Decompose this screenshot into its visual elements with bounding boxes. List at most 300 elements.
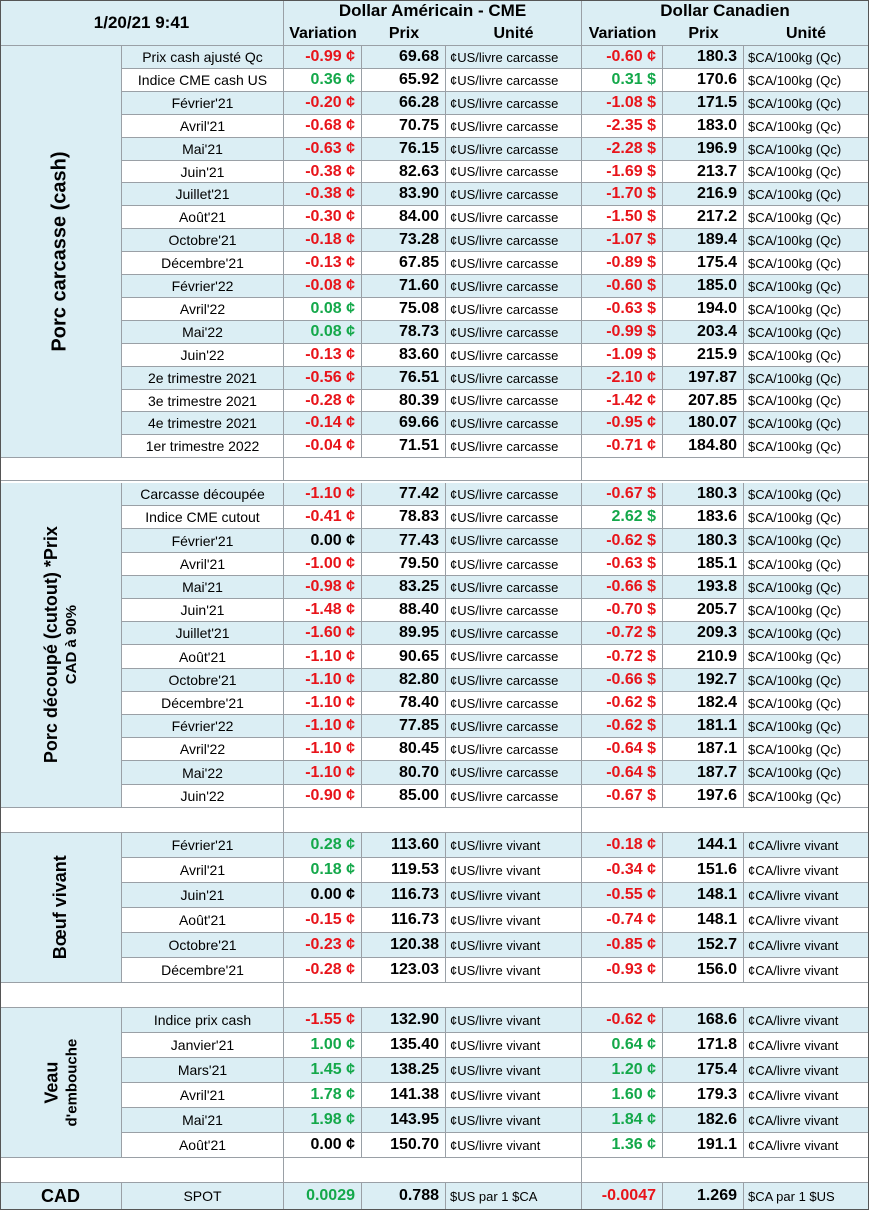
cad-unit: $CA/100kg (Qc) bbox=[744, 506, 869, 529]
usd-price: 120.38 bbox=[362, 933, 446, 958]
cad-variation: -0.99 $ bbox=[582, 321, 663, 344]
usd-price: 135.40 bbox=[362, 1033, 446, 1058]
table-row-label: Juin'22 bbox=[122, 344, 284, 367]
cad-price: 151.6 bbox=[663, 858, 744, 883]
table-row-label: Prix cash ajusté Qc bbox=[122, 46, 284, 69]
cad-unit: $CA/100kg (Qc) bbox=[744, 92, 869, 115]
cad-variation: -2.35 $ bbox=[582, 115, 663, 138]
cad-variation: -0.63 $ bbox=[582, 553, 663, 576]
usd-variation: -1.55 ¢ bbox=[284, 1008, 362, 1033]
cad-unit: $CA/100kg (Qc) bbox=[744, 138, 869, 161]
cad-unit: $CA/100kg (Qc) bbox=[744, 69, 869, 92]
section-title-porc-carcasse bbox=[0, 46, 122, 458]
usd-price: 78.83 bbox=[362, 506, 446, 529]
cad-variation: 1.36 ¢ bbox=[582, 1133, 663, 1158]
cad-variation: -0.62 $ bbox=[582, 715, 663, 738]
usd-price: 123.03 bbox=[362, 958, 446, 983]
section-title-line: Porc découpé (cutout) *Prix bbox=[40, 526, 61, 764]
cad-variation: -2.10 ¢ bbox=[582, 367, 663, 390]
usd-variation: -0.15 ¢ bbox=[284, 908, 362, 933]
header-usd-variation: Variation bbox=[284, 22, 362, 46]
cad-variation: -0.62 $ bbox=[582, 529, 663, 553]
cad-unit: $CA/100kg (Qc) bbox=[744, 435, 869, 458]
cad-unit: ¢CA/livre vivant bbox=[744, 908, 869, 933]
cad-unit: ¢CA/livre vivant bbox=[744, 1008, 869, 1033]
usd-variation: 0.08 ¢ bbox=[284, 298, 362, 321]
cad-unit: ¢CA/livre vivant bbox=[744, 1058, 869, 1083]
cad-unit: $CA/100kg (Qc) bbox=[744, 576, 869, 599]
section-title-veau-embouche bbox=[0, 1008, 122, 1158]
table-row-label: Mai'21 bbox=[122, 576, 284, 599]
cad-variation: -0.72 $ bbox=[582, 622, 663, 645]
header-usd-prix: Prix bbox=[362, 22, 446, 46]
cad-unit: ¢CA/livre vivant bbox=[744, 1083, 869, 1108]
usd-variation: -0.38 ¢ bbox=[284, 161, 362, 183]
usd-unit: ¢US/livre carcasse bbox=[446, 669, 582, 692]
usd-unit: ¢US/livre carcasse bbox=[446, 321, 582, 344]
cad-variation: -1.70 $ bbox=[582, 183, 663, 206]
usd-price: 82.80 bbox=[362, 669, 446, 692]
cad-spot-usd-variation: 0.0029 bbox=[284, 1183, 362, 1210]
cad-unit: $CA/100kg (Qc) bbox=[744, 483, 869, 506]
usd-variation: -0.20 ¢ bbox=[284, 92, 362, 115]
table-row-label: 2e trimestre 2021 bbox=[122, 367, 284, 390]
usd-variation: -0.41 ¢ bbox=[284, 506, 362, 529]
cad-unit: $CA/100kg (Qc) bbox=[744, 622, 869, 645]
cad-variation: -0.67 $ bbox=[582, 483, 663, 506]
usd-price: 113.60 bbox=[362, 833, 446, 858]
usd-variation: 1.78 ¢ bbox=[284, 1083, 362, 1108]
cad-unit: ¢CA/livre vivant bbox=[744, 1133, 869, 1158]
usd-variation: 0.00 ¢ bbox=[284, 529, 362, 553]
cad-price: 196.9 bbox=[663, 138, 744, 161]
table-row-label: Indice CME cash US bbox=[122, 69, 284, 92]
table-row-label: 4e trimestre 2021 bbox=[122, 412, 284, 435]
usd-price: 119.53 bbox=[362, 858, 446, 883]
section-title-line: d'embouche bbox=[62, 1038, 80, 1127]
cad-variation: -0.60 $ bbox=[582, 275, 663, 298]
usd-unit: ¢US/livre carcasse bbox=[446, 761, 582, 785]
cad-unit: ¢CA/livre vivant bbox=[744, 858, 869, 883]
cad-unit: $CA/100kg (Qc) bbox=[744, 553, 869, 576]
cad-price: 148.1 bbox=[663, 883, 744, 908]
separator-divider bbox=[283, 1158, 284, 1183]
cad-unit: $CA/100kg (Qc) bbox=[744, 529, 869, 553]
table-row-label: Carcasse découpée bbox=[122, 483, 284, 506]
usd-unit: ¢US/livre carcasse bbox=[446, 715, 582, 738]
usd-unit: ¢US/livre carcasse bbox=[446, 645, 582, 669]
table-row-label: Janvier'21 bbox=[122, 1033, 284, 1058]
usd-price: 88.40 bbox=[362, 599, 446, 622]
usd-variation: -0.38 ¢ bbox=[284, 183, 362, 206]
cad-price: 180.3 bbox=[663, 46, 744, 69]
usd-price: 71.60 bbox=[362, 275, 446, 298]
cad-unit: ¢CA/livre vivant bbox=[744, 958, 869, 983]
table-row-label: Octobre'21 bbox=[122, 933, 284, 958]
cad-price: 180.3 bbox=[663, 529, 744, 553]
cad-variation: -0.70 $ bbox=[582, 599, 663, 622]
cad-price: 179.3 bbox=[663, 1083, 744, 1108]
cad-price: 184.80 bbox=[663, 435, 744, 458]
usd-variation: -1.48 ¢ bbox=[284, 599, 362, 622]
cad-variation: -1.09 $ bbox=[582, 344, 663, 367]
cad-unit: $CA/100kg (Qc) bbox=[744, 183, 869, 206]
usd-unit: ¢US/livre carcasse bbox=[446, 138, 582, 161]
usd-variation: -0.04 ¢ bbox=[284, 435, 362, 458]
usd-unit: ¢US/livre carcasse bbox=[446, 161, 582, 183]
usd-price: 150.70 bbox=[362, 1133, 446, 1158]
cad-price: 182.6 bbox=[663, 1108, 744, 1133]
table-row-label: Février'21 bbox=[122, 92, 284, 115]
usd-price: 75.08 bbox=[362, 298, 446, 321]
usd-price: 79.50 bbox=[362, 553, 446, 576]
usd-variation: 1.00 ¢ bbox=[284, 1033, 362, 1058]
cad-price: 192.7 bbox=[663, 669, 744, 692]
table-row-label: Août'21 bbox=[122, 1133, 284, 1158]
cad-unit: ¢CA/livre vivant bbox=[744, 933, 869, 958]
cad-price: 171.5 bbox=[663, 92, 744, 115]
cad-variation: 1.84 ¢ bbox=[582, 1108, 663, 1133]
cad-price: 183.6 bbox=[663, 506, 744, 529]
usd-variation: -1.10 ¢ bbox=[284, 692, 362, 715]
cad-spot-cad-unit: $CA par 1 $US bbox=[744, 1183, 869, 1210]
usd-variation: 0.00 ¢ bbox=[284, 883, 362, 908]
cad-unit: $CA/100kg (Qc) bbox=[744, 599, 869, 622]
cad-unit: $CA/100kg (Qc) bbox=[744, 367, 869, 390]
cad-unit: $CA/100kg (Qc) bbox=[744, 321, 869, 344]
usd-unit: ¢US/livre carcasse bbox=[446, 576, 582, 599]
cad-price: 185.0 bbox=[663, 275, 744, 298]
cad-price: 180.07 bbox=[663, 412, 744, 435]
cad-price: 203.4 bbox=[663, 321, 744, 344]
usd-variation: -0.99 ¢ bbox=[284, 46, 362, 69]
cad-variation: -0.85 ¢ bbox=[582, 933, 663, 958]
cad-price: 197.87 bbox=[663, 367, 744, 390]
usd-variation: 0.28 ¢ bbox=[284, 833, 362, 858]
usd-unit: ¢US/livre vivant bbox=[446, 1133, 582, 1158]
usd-unit: ¢US/livre carcasse bbox=[446, 252, 582, 275]
cad-price: 210.9 bbox=[663, 645, 744, 669]
separator-divider bbox=[581, 458, 582, 481]
cad-variation: -0.62 ¢ bbox=[582, 1008, 663, 1033]
usd-variation: -0.68 ¢ bbox=[284, 115, 362, 138]
table-row-label: Août'21 bbox=[122, 645, 284, 669]
usd-unit: ¢US/livre carcasse bbox=[446, 367, 582, 390]
usd-variation: 1.45 ¢ bbox=[284, 1058, 362, 1083]
table-row-label: Mai'22 bbox=[122, 761, 284, 785]
cad-variation: -1.42 ¢ bbox=[582, 390, 663, 412]
table-row-label: Août'21 bbox=[122, 206, 284, 229]
cad-price: 189.4 bbox=[663, 229, 744, 252]
usd-price: 138.25 bbox=[362, 1058, 446, 1083]
cad-price: 205.7 bbox=[663, 599, 744, 622]
usd-price: 77.43 bbox=[362, 529, 446, 553]
cad-unit: $CA/100kg (Qc) bbox=[744, 275, 869, 298]
cad-unit: $CA/100kg (Qc) bbox=[744, 738, 869, 761]
table-row-label: Avril'21 bbox=[122, 1083, 284, 1108]
usd-unit: ¢US/livre carcasse bbox=[446, 412, 582, 435]
usd-unit: ¢US/livre carcasse bbox=[446, 738, 582, 761]
cad-price: 148.1 bbox=[663, 908, 744, 933]
usd-unit: ¢US/livre carcasse bbox=[446, 622, 582, 645]
usd-unit: ¢US/livre vivant bbox=[446, 908, 582, 933]
usd-variation: -0.63 ¢ bbox=[284, 138, 362, 161]
usd-unit: ¢US/livre carcasse bbox=[446, 692, 582, 715]
header-usd-title: Dollar Américain - CME bbox=[284, 0, 582, 22]
section-title-boeuf-vivant bbox=[0, 833, 122, 983]
table-row-label: Décembre'21 bbox=[122, 958, 284, 983]
table-row-label: Mars'21 bbox=[122, 1058, 284, 1083]
usd-variation: -1.10 ¢ bbox=[284, 483, 362, 506]
usd-price: 78.73 bbox=[362, 321, 446, 344]
usd-unit: ¢US/livre vivant bbox=[446, 933, 582, 958]
separator-divider bbox=[283, 808, 284, 833]
cad-variation: -0.63 $ bbox=[582, 298, 663, 321]
cad-price: 182.4 bbox=[663, 692, 744, 715]
separator-divider bbox=[581, 1158, 582, 1183]
cad-price: 187.1 bbox=[663, 738, 744, 761]
cad-price: 194.0 bbox=[663, 298, 744, 321]
usd-price: 65.92 bbox=[362, 69, 446, 92]
cad-variation: -1.07 $ bbox=[582, 229, 663, 252]
cad-unit: $CA/100kg (Qc) bbox=[744, 645, 869, 669]
cad-price: 183.0 bbox=[663, 115, 744, 138]
usd-unit: ¢US/livre carcasse bbox=[446, 553, 582, 576]
header-usd-unite: Unité bbox=[446, 22, 582, 46]
table-row-label: Indice CME cutout bbox=[122, 506, 284, 529]
table-row-label: Avril'21 bbox=[122, 115, 284, 138]
table-row-label: Février'21 bbox=[122, 833, 284, 858]
usd-unit: ¢US/livre carcasse bbox=[446, 275, 582, 298]
usd-variation: -0.28 ¢ bbox=[284, 958, 362, 983]
usd-price: 67.85 bbox=[362, 252, 446, 275]
cad-variation: -0.74 ¢ bbox=[582, 908, 663, 933]
usd-unit: ¢US/livre vivant bbox=[446, 1083, 582, 1108]
cad-price: 180.3 bbox=[663, 483, 744, 506]
usd-unit: ¢US/livre carcasse bbox=[446, 435, 582, 458]
table-row-label: Avril'21 bbox=[122, 553, 284, 576]
section-separator bbox=[0, 1158, 869, 1183]
usd-variation: -1.10 ¢ bbox=[284, 761, 362, 785]
cad-variation: -0.64 $ bbox=[582, 738, 663, 761]
usd-price: 66.28 bbox=[362, 92, 446, 115]
cad-variation: -0.67 $ bbox=[582, 785, 663, 808]
header-cad-variation: Variation bbox=[582, 22, 663, 46]
cad-unit: ¢CA/livre vivant bbox=[744, 1033, 869, 1058]
cad-unit: $CA/100kg (Qc) bbox=[744, 390, 869, 412]
usd-unit: ¢US/livre carcasse bbox=[446, 69, 582, 92]
usd-unit: ¢US/livre vivant bbox=[446, 1058, 582, 1083]
cad-spot-cad-variation: -0.0047 bbox=[582, 1183, 663, 1210]
usd-variation: 0.36 ¢ bbox=[284, 69, 362, 92]
table-row-label: 1er trimestre 2022 bbox=[122, 435, 284, 458]
cad-unit: $CA/100kg (Qc) bbox=[744, 206, 869, 229]
usd-variation: 0.18 ¢ bbox=[284, 858, 362, 883]
cad-variation: -0.66 $ bbox=[582, 576, 663, 599]
table-row-label: Juin'22 bbox=[122, 785, 284, 808]
table-row-label: Juin'21 bbox=[122, 599, 284, 622]
cad-variation: -0.64 $ bbox=[582, 761, 663, 785]
usd-price: 80.39 bbox=[362, 390, 446, 412]
usd-variation: -0.30 ¢ bbox=[284, 206, 362, 229]
usd-variation: -1.10 ¢ bbox=[284, 669, 362, 692]
usd-unit: ¢US/livre vivant bbox=[446, 958, 582, 983]
separator-divider bbox=[581, 983, 582, 1008]
usd-price: 80.70 bbox=[362, 761, 446, 785]
cad-unit: $CA/100kg (Qc) bbox=[744, 412, 869, 435]
table-row-label: Février'21 bbox=[122, 529, 284, 553]
table-row-label: Octobre'21 bbox=[122, 669, 284, 692]
usd-price: 71.51 bbox=[362, 435, 446, 458]
table-row-label: Octobre'21 bbox=[122, 229, 284, 252]
usd-unit: ¢US/livre carcasse bbox=[446, 785, 582, 808]
usd-unit: ¢US/livre carcasse bbox=[446, 183, 582, 206]
usd-price: 132.90 bbox=[362, 1008, 446, 1033]
cad-unit: $CA/100kg (Qc) bbox=[744, 298, 869, 321]
usd-unit: ¢US/livre vivant bbox=[446, 858, 582, 883]
cad-variation: 2.62 $ bbox=[582, 506, 663, 529]
cad-variation: 1.60 ¢ bbox=[582, 1083, 663, 1108]
section-title-porc-decoupe bbox=[0, 483, 122, 808]
cad-price: 207.85 bbox=[663, 390, 744, 412]
section-title-line: Porc carcasse (cash) bbox=[49, 151, 72, 352]
table-row-label: Décembre'21 bbox=[122, 692, 284, 715]
usd-variation: -0.23 ¢ bbox=[284, 933, 362, 958]
usd-price: 141.38 bbox=[362, 1083, 446, 1108]
usd-price: 78.40 bbox=[362, 692, 446, 715]
header-cad-unite: Unité bbox=[744, 22, 869, 46]
usd-price: 90.65 bbox=[362, 645, 446, 669]
cad-unit: ¢CA/livre vivant bbox=[744, 1108, 869, 1133]
cad-price: 185.1 bbox=[663, 553, 744, 576]
cad-spot-usd-unit: $US par 1 $CA bbox=[446, 1183, 582, 1210]
cad-variation: -0.95 ¢ bbox=[582, 412, 663, 435]
cad-price: 175.4 bbox=[663, 1058, 744, 1083]
usd-unit: ¢US/livre carcasse bbox=[446, 206, 582, 229]
usd-price: 83.90 bbox=[362, 183, 446, 206]
cad-spot-label: SPOT bbox=[122, 1183, 284, 1210]
cad-unit: $CA/100kg (Qc) bbox=[744, 785, 869, 808]
usd-price: 73.28 bbox=[362, 229, 446, 252]
cad-price: 216.9 bbox=[663, 183, 744, 206]
usd-variation: -1.00 ¢ bbox=[284, 553, 362, 576]
separator-divider bbox=[581, 808, 582, 833]
cad-variation: -0.62 $ bbox=[582, 692, 663, 715]
cad-variation: 0.64 ¢ bbox=[582, 1033, 663, 1058]
usd-price: 76.51 bbox=[362, 367, 446, 390]
cad-price: 144.1 bbox=[663, 833, 744, 858]
cad-price: 213.7 bbox=[663, 161, 744, 183]
table-row-label: Indice prix cash bbox=[122, 1008, 284, 1033]
table-row-label: Avril'22 bbox=[122, 738, 284, 761]
table-row-label: 3e trimestre 2021 bbox=[122, 390, 284, 412]
usd-unit: ¢US/livre carcasse bbox=[446, 506, 582, 529]
cad-price: 152.7 bbox=[663, 933, 744, 958]
usd-variation: -0.28 ¢ bbox=[284, 390, 362, 412]
cad-spot-cad-price: 1.269 bbox=[663, 1183, 744, 1210]
cad-unit: $CA/100kg (Qc) bbox=[744, 715, 869, 738]
usd-variation: -0.56 ¢ bbox=[284, 367, 362, 390]
usd-unit: ¢US/livre carcasse bbox=[446, 390, 582, 412]
table-row-label: Avril'21 bbox=[122, 858, 284, 883]
usd-variation: -1.10 ¢ bbox=[284, 715, 362, 738]
usd-price: 76.15 bbox=[362, 138, 446, 161]
cad-price: 209.3 bbox=[663, 622, 744, 645]
usd-variation: -0.98 ¢ bbox=[284, 576, 362, 599]
cad-variation: -0.66 $ bbox=[582, 669, 663, 692]
cad-price: 156.0 bbox=[663, 958, 744, 983]
cad-variation: -0.71 ¢ bbox=[582, 435, 663, 458]
separator-divider bbox=[283, 983, 284, 1008]
cad-variation: -0.34 ¢ bbox=[582, 858, 663, 883]
cad-spot-usd-price: 0.788 bbox=[362, 1183, 446, 1210]
usd-price: 80.45 bbox=[362, 738, 446, 761]
usd-unit: ¢US/livre vivant bbox=[446, 1108, 582, 1133]
cad-price: 217.2 bbox=[663, 206, 744, 229]
usd-variation: -1.10 ¢ bbox=[284, 645, 362, 669]
usd-price: 83.60 bbox=[362, 344, 446, 367]
cad-unit: $CA/100kg (Qc) bbox=[744, 761, 869, 785]
cad-variation: -0.89 $ bbox=[582, 252, 663, 275]
usd-variation: -1.60 ¢ bbox=[284, 622, 362, 645]
cad-variation: -1.50 $ bbox=[582, 206, 663, 229]
cad-unit: $CA/100kg (Qc) bbox=[744, 46, 869, 69]
cad-unit: $CA/100kg (Qc) bbox=[744, 229, 869, 252]
table-row-label: Juillet'21 bbox=[122, 183, 284, 206]
usd-unit: ¢US/livre vivant bbox=[446, 883, 582, 908]
cad-variation: -0.93 ¢ bbox=[582, 958, 663, 983]
cad-price: 197.6 bbox=[663, 785, 744, 808]
cad-unit: $CA/100kg (Qc) bbox=[744, 344, 869, 367]
cad-price: 191.1 bbox=[663, 1133, 744, 1158]
usd-unit: ¢US/livre carcasse bbox=[446, 344, 582, 367]
usd-price: 85.00 bbox=[362, 785, 446, 808]
usd-price: 77.85 bbox=[362, 715, 446, 738]
section-separator bbox=[0, 808, 869, 833]
usd-variation: -0.14 ¢ bbox=[284, 412, 362, 435]
usd-unit: ¢US/livre carcasse bbox=[446, 298, 582, 321]
cad-variation: -0.72 $ bbox=[582, 645, 663, 669]
table-row-label: Août'21 bbox=[122, 908, 284, 933]
cad-variation: -2.28 $ bbox=[582, 138, 663, 161]
cad-unit: $CA/100kg (Qc) bbox=[744, 161, 869, 183]
section-title-line: Bœuf vivant bbox=[50, 855, 71, 960]
table-row-label: Mai'21 bbox=[122, 138, 284, 161]
header-cad-title: Dollar Canadien bbox=[582, 0, 869, 22]
usd-unit: ¢US/livre carcasse bbox=[446, 46, 582, 69]
separator-divider bbox=[283, 458, 284, 481]
usd-price: 77.42 bbox=[362, 483, 446, 506]
cad-variation: -0.60 ¢ bbox=[582, 46, 663, 69]
usd-price: 83.25 bbox=[362, 576, 446, 599]
cad-variation: -0.18 ¢ bbox=[582, 833, 663, 858]
table-row-label: Avril'22 bbox=[122, 298, 284, 321]
cad-unit: ¢CA/livre vivant bbox=[744, 883, 869, 908]
usd-price: 69.68 bbox=[362, 46, 446, 69]
usd-unit: ¢US/livre vivant bbox=[446, 833, 582, 858]
table-row-label: Juillet'21 bbox=[122, 622, 284, 645]
table-row-label: Février'22 bbox=[122, 715, 284, 738]
section-title-line: Veau bbox=[40, 1061, 61, 1104]
usd-price: 89.95 bbox=[362, 622, 446, 645]
cad-variation: 1.20 ¢ bbox=[582, 1058, 663, 1083]
usd-variation: 0.08 ¢ bbox=[284, 321, 362, 344]
usd-unit: ¢US/livre carcasse bbox=[446, 529, 582, 553]
usd-unit: ¢US/livre carcasse bbox=[446, 229, 582, 252]
usd-unit: ¢US/livre carcasse bbox=[446, 92, 582, 115]
usd-unit: ¢US/livre carcasse bbox=[446, 115, 582, 138]
table-row-label: Juin'21 bbox=[122, 883, 284, 908]
